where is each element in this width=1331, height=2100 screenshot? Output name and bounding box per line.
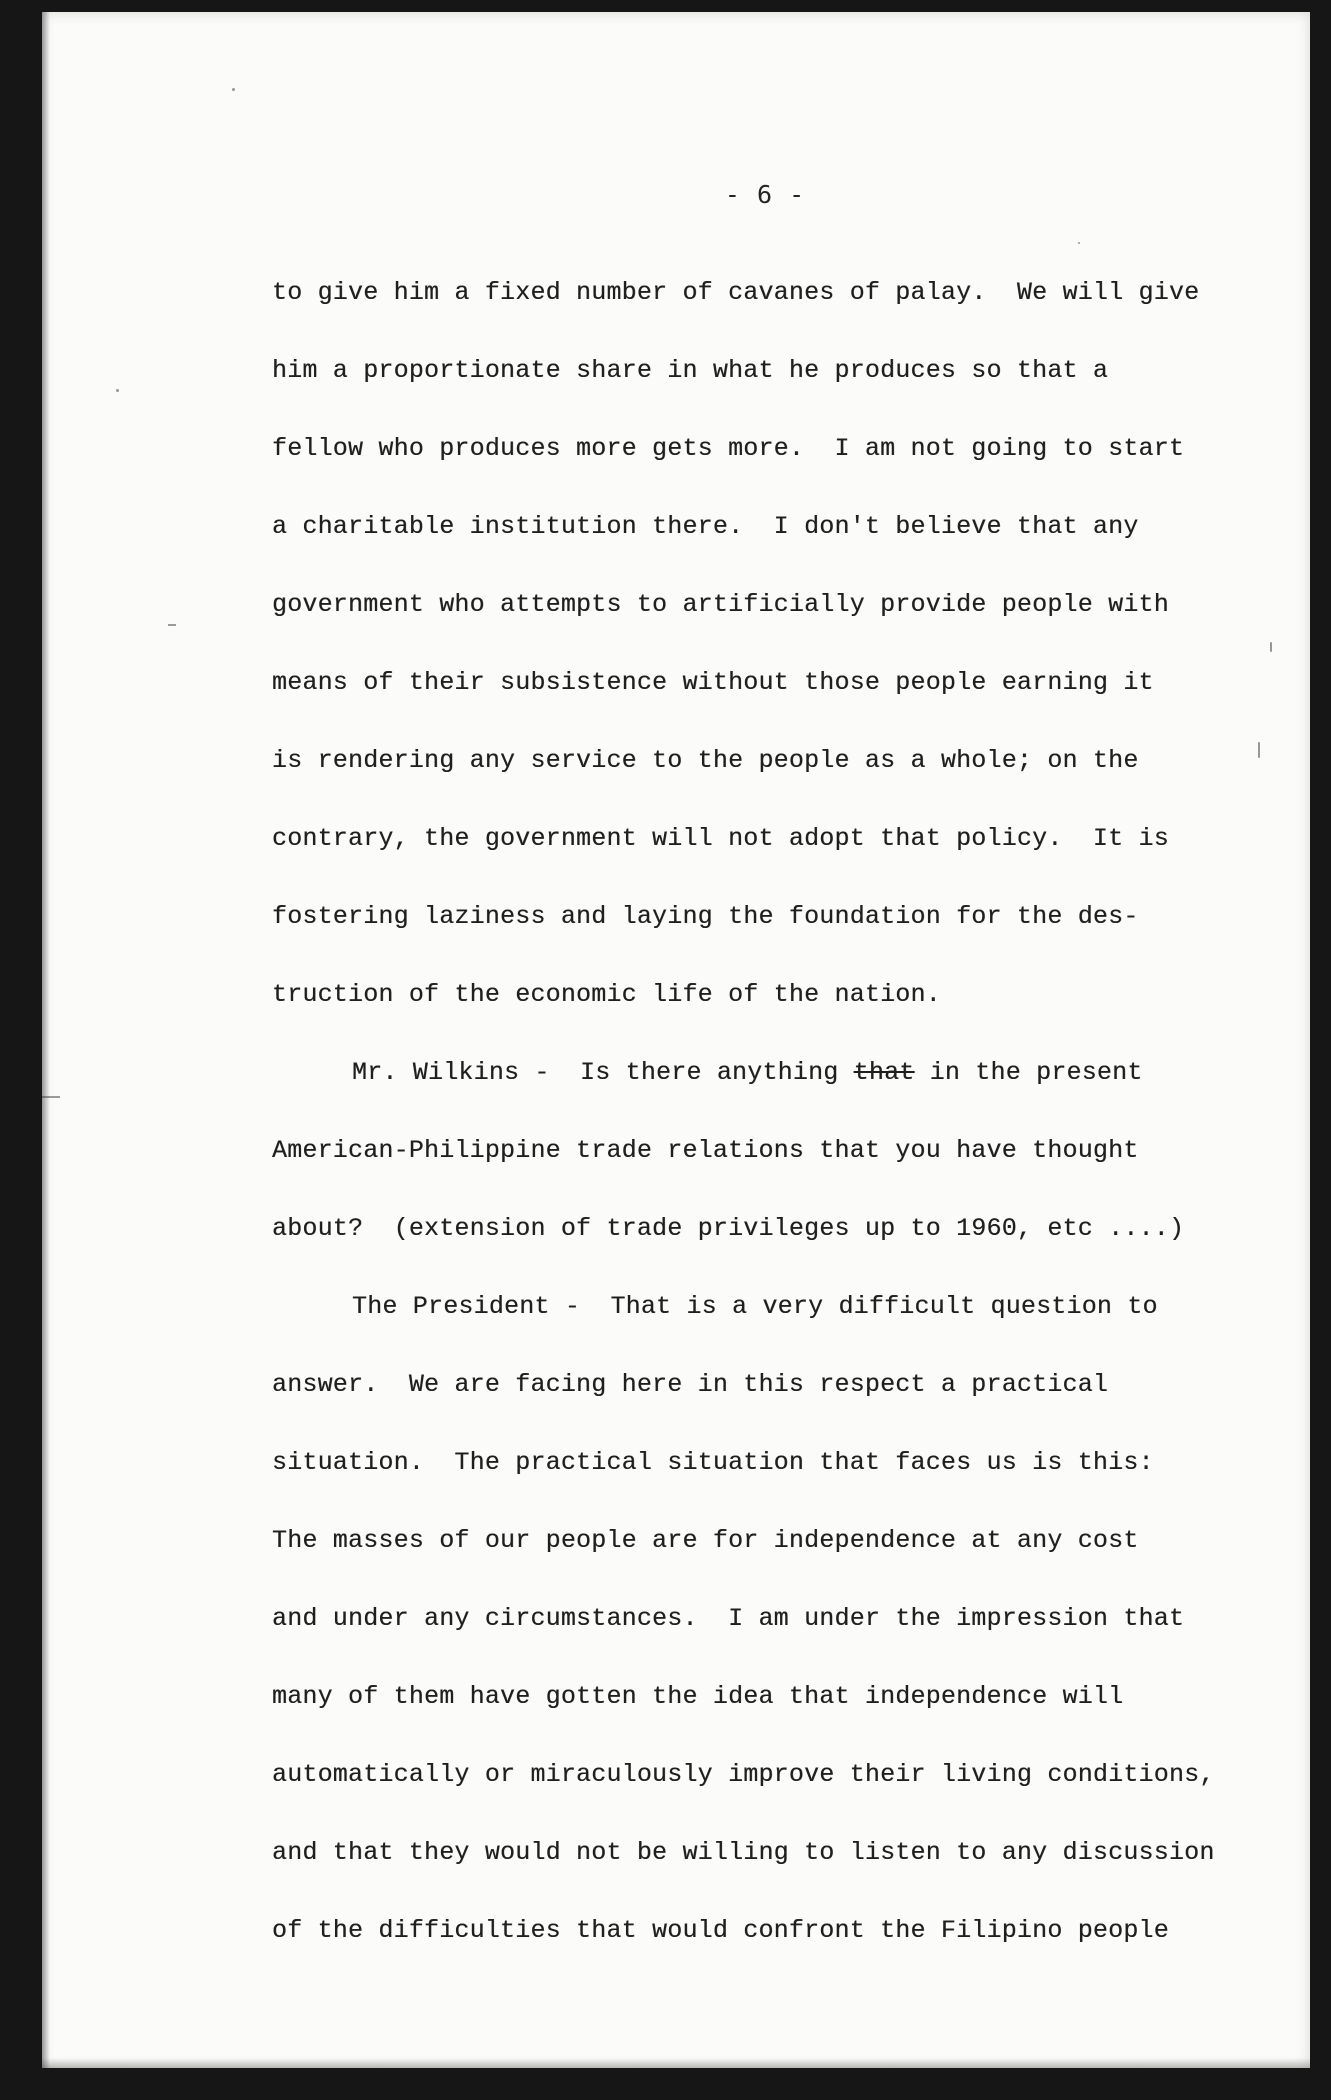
text-line-6: means of their subsistence without those people earning it [272, 668, 1154, 697]
speaker-line-mr-wilkins [272, 1034, 1252, 1112]
margin-mark [42, 1096, 60, 1098]
document-page [42, 12, 1310, 2068]
page-number: - 6 - [724, 180, 806, 209]
text-line-7: is rendering any service to the people as a whole; on the [272, 746, 1139, 775]
text-line-13: about? (extension of trade privileges up to 1960, etc ....) [272, 1214, 1185, 1243]
paper-speck [1270, 642, 1272, 652]
text-line-12: American-Philippine trade relations that you have thought [272, 1136, 1139, 1165]
paper-speck [1078, 242, 1080, 244]
text-line-1: to give him a fixed number of cavanes of palay. We will give [272, 278, 1200, 307]
text-line-5: government who attempts to artificially provide people with [272, 590, 1169, 619]
paper-speck [116, 389, 119, 392]
text-line-8: contrary, the government will not adopt that policy. It is [272, 824, 1169, 853]
text-line-10: truction of the economic life of the nation. [272, 980, 941, 1009]
text-line-19: many of them have gotten the idea that independence will [272, 1682, 1124, 1711]
text-line-2: him a proportionate share in what he produces so that a [272, 356, 1109, 385]
text-line-20: automatically or miraculously improve their living conditions, [272, 1760, 1215, 1789]
document-text-block [272, 254, 1252, 1970]
text-line-4: a charitable institution there. I don't believe that any [272, 512, 1139, 541]
text-line-3: fellow who produces more gets more. I am not going to start [272, 434, 1185, 463]
text-line-18: and under any circumstances. I am under the impression that [272, 1604, 1185, 1633]
struck-word: that [853, 1058, 915, 1087]
text-line-17: The masses of our people are for independence at any cost [272, 1526, 1139, 1555]
text-line-16: situation. The practical situation that faces us is this: [272, 1448, 1154, 1477]
text-line-15: answer. We are facing here in this respect a practical [272, 1370, 1109, 1399]
text-line-22: of the difficulties that would confront the Filipino people [272, 1916, 1169, 1945]
text-line-21: and that they would not be willing to listen to any discussion [272, 1838, 1215, 1867]
text-line-9: fostering laziness and laying the foundation for the des- [272, 902, 1139, 931]
speaker-line-the-president: The President - That is a very difficult question to [352, 1292, 1158, 1321]
mr-wilkins-question-end: in the present [914, 1058, 1143, 1087]
paper-speck [232, 88, 235, 91]
mr-wilkins-question-start: Mr. Wilkins - Is there anything [352, 1058, 854, 1087]
paper-speck [1258, 742, 1260, 758]
margin-mark [168, 624, 176, 626]
